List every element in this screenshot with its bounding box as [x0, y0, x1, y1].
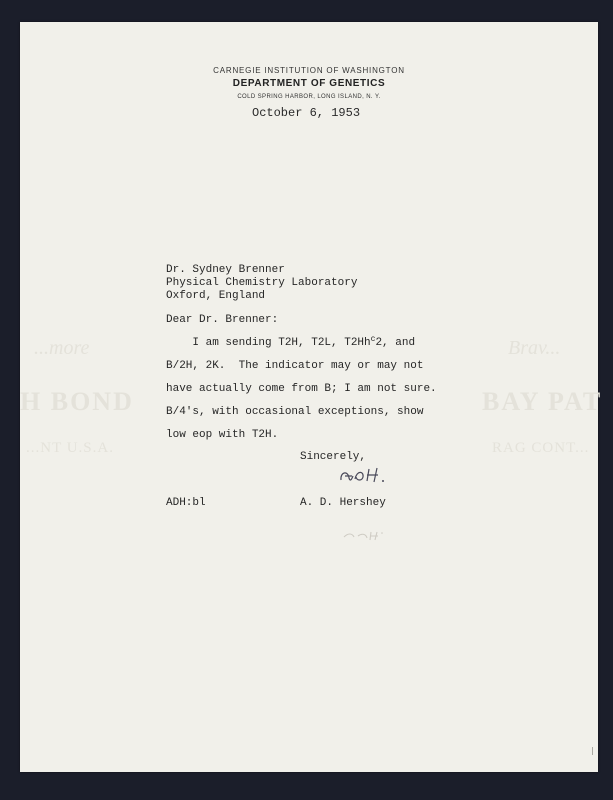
salutation: Dear Dr. Brenner:	[166, 314, 279, 326]
watermark-right-script: Brav...	[508, 337, 561, 359]
closing: Sincerely,	[300, 451, 367, 463]
body-line-1	[166, 337, 415, 349]
body-line-3: have actually come from B; I am not sure.	[166, 383, 437, 395]
recipient-location: Oxford, England	[166, 290, 266, 302]
typist-initials: ADH:bl	[166, 497, 206, 509]
watermark-left-made: ...NT U.S.A.	[26, 440, 114, 456]
handwritten-signature	[338, 462, 398, 488]
body-line-2: B/2H, 2K. The indicator may or may not	[166, 360, 424, 372]
watermark-right-made: RAG CONT...	[492, 440, 590, 456]
recipient-name: Dr. Sydney Brenner	[166, 264, 285, 276]
body-line-4: B/4's, with occasional exceptions, show	[166, 406, 424, 418]
body-line-1-text: I am sending T2H, T2L, T2Hh	[166, 337, 371, 349]
body-line-5: low eop with T2H.	[166, 429, 279, 441]
pencil-mark-icon	[591, 746, 594, 756]
signer-name: A. D. Hershey	[300, 497, 386, 509]
ink-offset-mark	[340, 527, 390, 543]
letterhead-department: DEPARTMENT OF GENETICS	[232, 78, 386, 89]
watermark-left-bond: H BOND	[20, 387, 134, 416]
letter-sheet	[20, 22, 603, 772]
body-line-1-end: 2, and	[375, 337, 416, 349]
watermark-left-script: ...more	[34, 337, 90, 359]
watermark-right-bond: BAY PAT	[482, 387, 603, 416]
letterhead-address: COLD SPRING HARBOR, LONG ISLAND, N. Y.	[237, 94, 381, 100]
letter-date: October 6, 1953	[252, 106, 361, 120]
letterhead-institution: CARNEGIE INSTITUTION OF WASHINGTON	[213, 66, 405, 75]
recipient-institution: Physical Chemistry Laboratory	[166, 277, 358, 289]
body-line-1-superscript: c	[370, 335, 376, 344]
